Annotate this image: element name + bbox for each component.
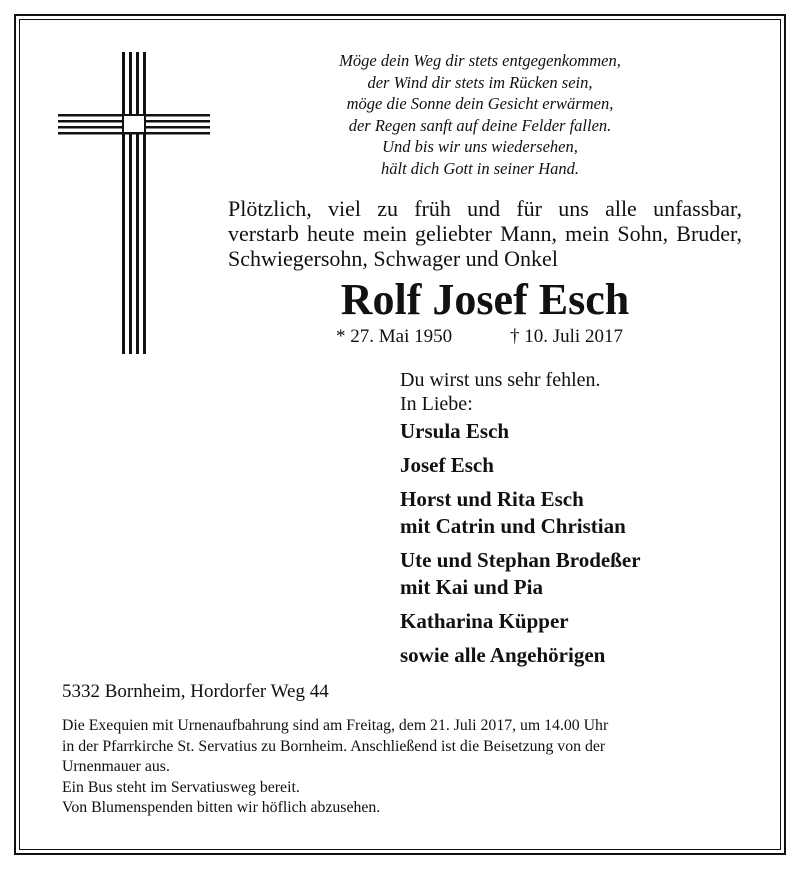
intro-line: Schwiegersohn, Schwager und Onkel [228, 246, 558, 271]
intro-line: Plötzlich, viel zu früh und für uns alle unfassbar, [228, 196, 742, 221]
notice-line: Von Blumenspenden bitten wir höflich abzusehen. [62, 799, 381, 816]
farewell-line: In Liebe: [400, 393, 473, 415]
mourner-entry: Ursula Esch [400, 419, 510, 443]
mourners-list [400, 418, 641, 676]
birth-date: * 27. Mai 1950 [336, 326, 453, 347]
mourner-entry: Ute und Stephan Brodeßer mit Kai und Pia [400, 548, 641, 599]
farewell-line: Du wirst uns sehr fehlen. [400, 369, 601, 391]
deceased-name: Rolf Josef Esch [340, 275, 630, 324]
intro-text [228, 196, 742, 271]
service-notice [62, 716, 752, 819]
mourner-entry: Josef Esch [400, 453, 494, 477]
notice-line: Ein Bus steht im Servatiusweg bereit. [62, 778, 300, 796]
notice-line: Urnenmauer aus. [62, 758, 170, 775]
mourner-entry: Horst und Rita Esch mit Catrin und Christian [400, 487, 626, 538]
poem [268, 50, 692, 179]
notice-line: Die Exequien mit Urnenaufbahrung sind am Freitag, dem 21. Juli 2017, um 14.00 Uhr [62, 717, 609, 734]
farewell-text [400, 368, 601, 416]
poem-line: der Wind dir stets im Rücken sein, [367, 72, 593, 92]
poem-line: Und bis wir uns wiedersehen, [382, 137, 578, 156]
poem-line: hält dich Gott in seiner Hand. [381, 158, 579, 178]
mourner-entry: Katharina Küpper [400, 609, 569, 633]
poem-line: möge die Sonne dein Gesicht erwärmen, [346, 94, 614, 113]
intro-line: verstarb heute mein geliebter Mann, mein Sohn, Bruder, [228, 221, 742, 246]
mourner-entry: sowie alle Angehörigen [400, 643, 606, 667]
address: 5332 Bornheim, Hordorfer Weg 44 [62, 681, 329, 702]
cross-icon [58, 52, 210, 354]
death-date: † 10. Juli 2017 [510, 326, 623, 347]
poem-line: Möge dein Weg dir stets entgegenkommen, [339, 51, 621, 70]
poem-line: der Regen sanft auf deine Felder fallen. [348, 115, 612, 135]
notice-line: in der Pfarrkirche St. Servatius zu Bornheim. Anschließend ist die Beisetzung von der [62, 737, 606, 755]
